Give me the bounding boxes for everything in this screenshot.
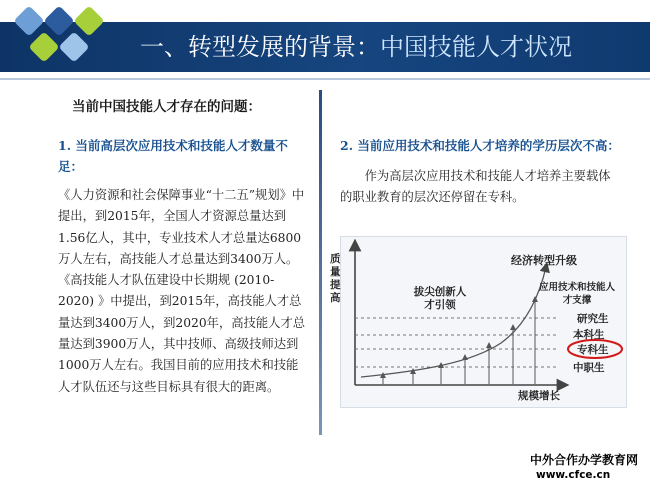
- level-label-4: 中职生: [573, 362, 605, 374]
- point-1-body: 《人力资源和社会保障事业“十二五”规划》中提出，到2015年，全国人才资源总量达到1.56亿人，其中，专业技术人才总量达6800万人左右，高技能人才总量达到3400万人。《高技能人才队伍建设中长期规 (2010-2020) 》中提出，到2015年，高技能人才总量达到3400万人，到2020年，高技能人才总量达到3900万人，其中技师、高级技师达到1000万人左右。我国目前的应用技术和技能人才队伍还与这些目标具有很大的距离。: [58, 188, 306, 394]
- header: [0, 0, 650, 82]
- center-text: 拔尖创新人才引领: [413, 286, 467, 311]
- right-column: [340, 135, 620, 209]
- column-divider: [319, 90, 322, 435]
- level-label-1: 研究生: [577, 313, 609, 325]
- point-1-title: 1. 当前高层次应用技术和技能人才数量不足：: [58, 138, 288, 174]
- level-label-3: 专科生: [577, 344, 609, 356]
- left-column: [58, 90, 308, 398]
- top-text: 经济转型升级: [511, 254, 577, 267]
- title-highlight: 中国技能人才状况: [380, 33, 572, 61]
- point-2-body: 作为高层次应用技术和技能人才培养主要载体的职业教育的层次还停留在专科。: [340, 169, 611, 205]
- x-axis-label: 规模增长: [518, 390, 560, 402]
- y-axis-label: 质量提高: [330, 253, 341, 304]
- footer-site-name: 中外合作办学教育网: [530, 453, 639, 467]
- support-text: 应用技术和技能人才支撑: [539, 282, 616, 306]
- problem-heading: 当前中国技能人才存在的问题：: [72, 99, 261, 115]
- level-label-2: 本科生: [573, 329, 605, 341]
- title-prefix: 一、转型发展的背景：: [140, 33, 380, 61]
- growth-curve: [361, 267, 546, 377]
- footer-url: www.cfce.cn: [536, 469, 611, 481]
- page-title: [140, 22, 572, 72]
- point-2-title: 2. 当前应用技术和技能人才培养的学历层次不高：: [340, 138, 620, 153]
- education-level-diagram: [330, 236, 627, 408]
- header-underline: [0, 78, 650, 80]
